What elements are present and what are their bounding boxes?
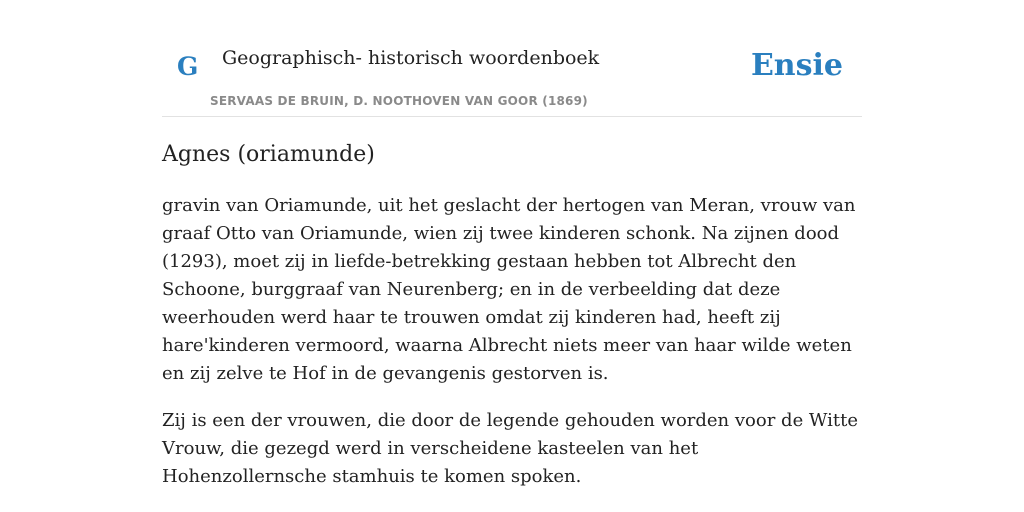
entry-body — [162, 192, 862, 510]
book-title-link[interactable]: Geographisch- historisch woordenboek — [222, 47, 600, 69]
entry-paragraph-2: Zij is een der vrouwen, die door de legende gehouden worden voor de Witte Vrouw, die gezegd werd in verscheidene kasteelen van het Hohenzollernsche stamhuis te komen spoken. — [162, 410, 858, 487]
book-header — [162, 0, 862, 117]
entry-title: Agnes (oriamunde) — [162, 142, 375, 167]
brand-logo-link[interactable]: Ensie — [750, 48, 843, 83]
book-logo-letter: G — [177, 52, 199, 81]
book-author: SERVAAS DE BRUIN, D. NOOTHOVEN VAN GOOR (1869) — [210, 94, 588, 108]
entry-paragraph-1: gravin van Oriamunde, uit het geslacht der hertogen van Meran, vrouw van graaf Otto van Oriamunde, wien zij twee kinderen schonk. Na zijnen dood (1293), moet zij in liefde-betrekking gestaan hebben tot Albrecht den Schoone, burggraaf van Neurenberg; en in de verbeelding dat deze weerhouden werd haar te trouwen omdat zij kinderen had, heeft zij hare'kinderen vermoord, waarna Albrecht niets meer van haar wilde weten en zij zelve te Hof in de gevangenis gestorven is. — [162, 195, 856, 384]
